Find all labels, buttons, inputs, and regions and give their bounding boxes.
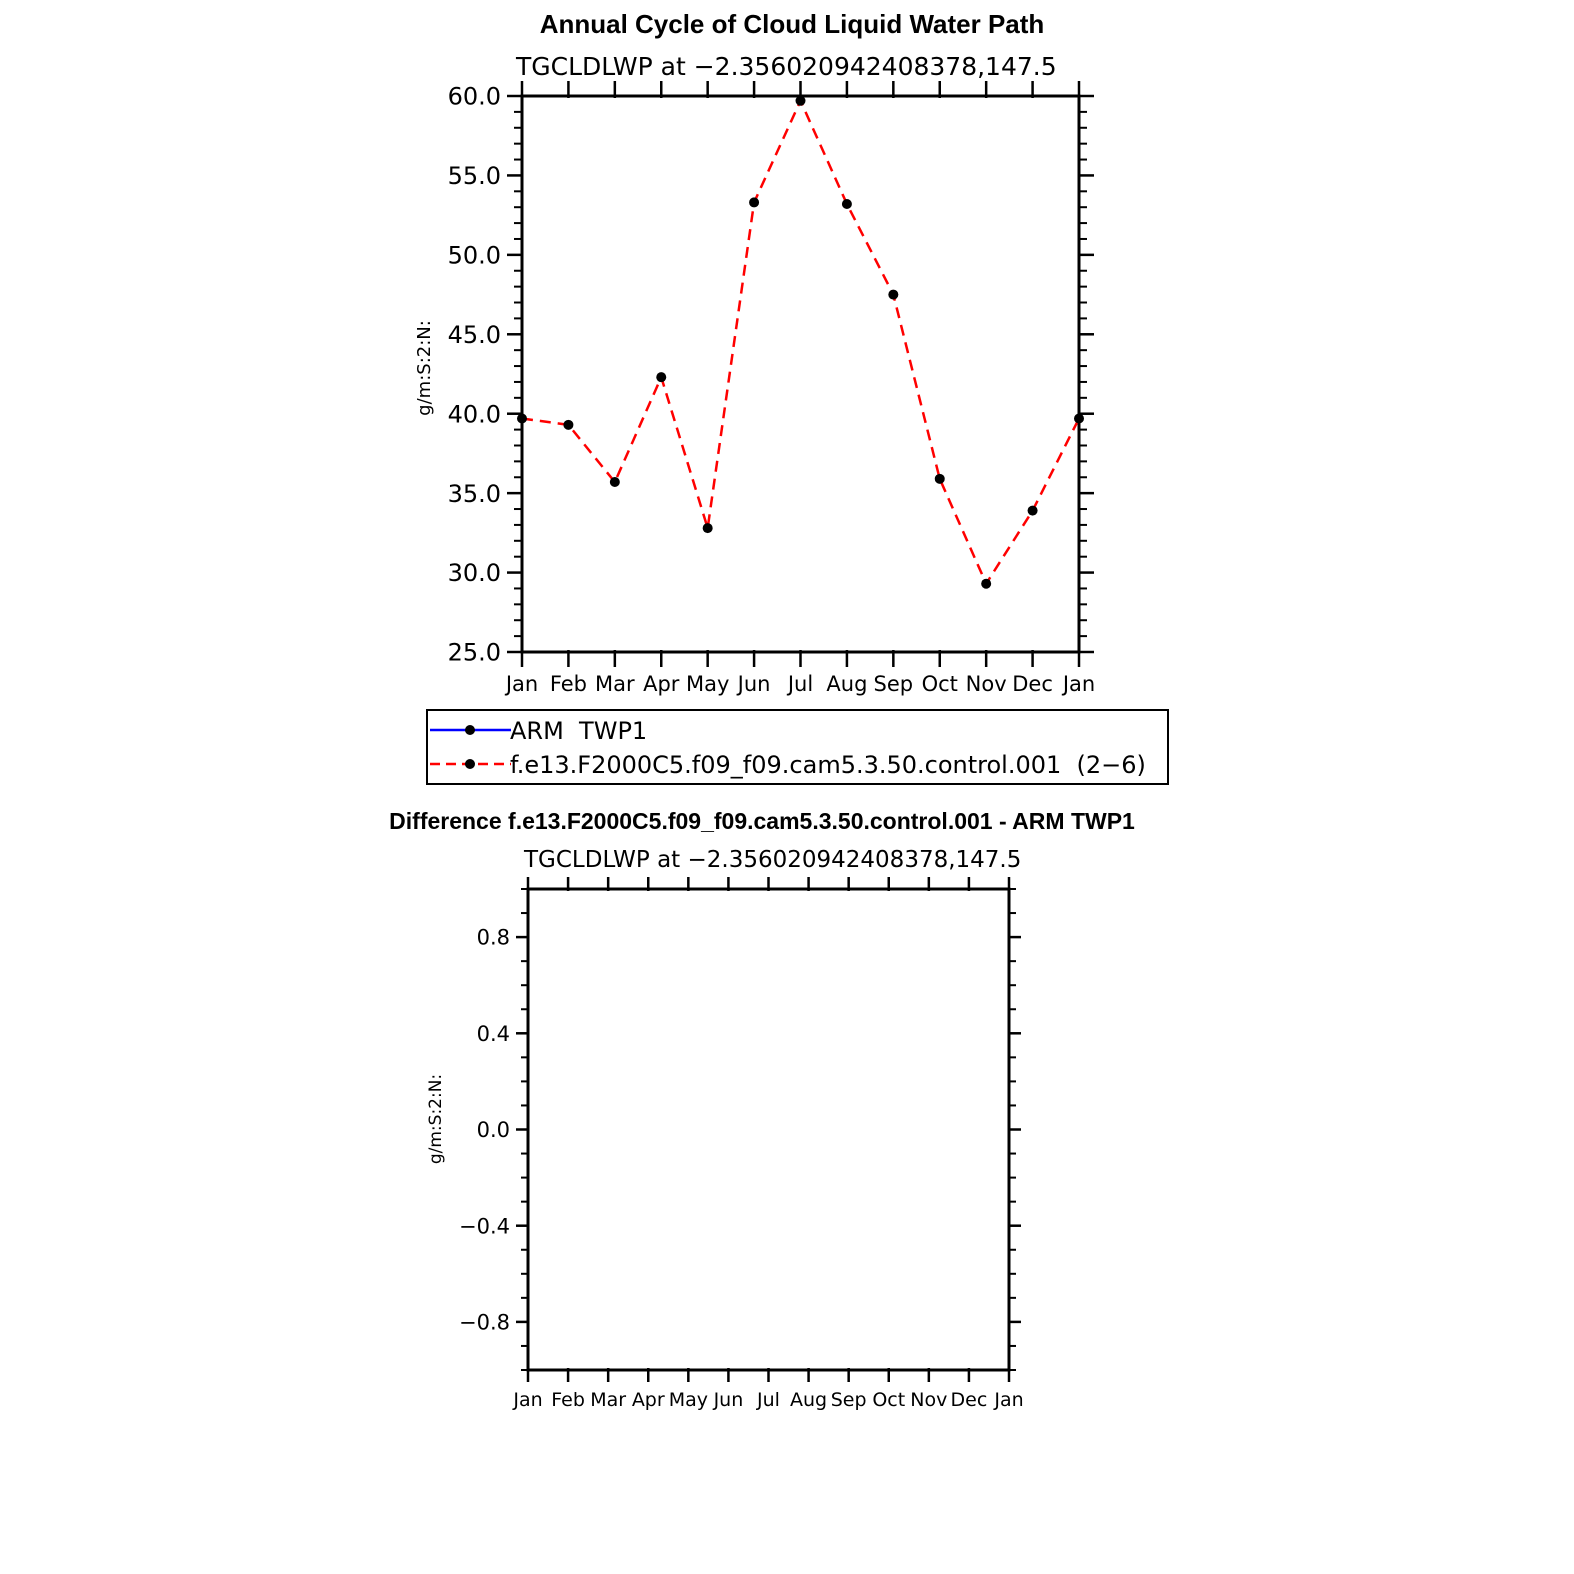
- data-point: [935, 474, 945, 484]
- legend-marker-model: [465, 759, 475, 769]
- x-tick-label: Mar: [595, 672, 635, 696]
- x-tick-label: Sep: [830, 1389, 867, 1411]
- x-tick-label: Oct: [872, 1389, 906, 1411]
- y-tick-label: 0.8: [476, 925, 510, 950]
- x-tick-label: Jul: [787, 672, 814, 696]
- chart2-plot: [459, 877, 1024, 1411]
- data-point: [517, 413, 527, 423]
- x-tick-label: Jan: [505, 672, 539, 696]
- y-tick-label: 30.0: [447, 559, 501, 588]
- series-line-1: [522, 101, 1079, 584]
- x-tick-label: Mar: [590, 1389, 627, 1411]
- legend-marker-arm: [465, 725, 475, 735]
- x-tick-label: Nov: [965, 672, 1007, 696]
- legend-label-arm: ARM TWP1: [510, 717, 648, 745]
- x-tick-label: Oct: [921, 672, 958, 696]
- data-point: [610, 477, 620, 487]
- y-tick-label: 0.4: [476, 1021, 510, 1046]
- x-tick-label: May: [685, 672, 730, 696]
- x-tick-label: Jul: [757, 1389, 780, 1411]
- y-tick-label: −0.8: [459, 1310, 510, 1335]
- data-point: [888, 290, 898, 300]
- y-tick-label: 55.0: [447, 162, 501, 191]
- y-tick-label: 60.0: [447, 82, 501, 111]
- chart2-subtitle: TGCLDLWP at −2.356020942408378,147.5: [524, 847, 1022, 873]
- y-tick-label: 40.0: [447, 400, 501, 429]
- x-tick-label: Dec: [950, 1389, 988, 1411]
- data-point: [1028, 506, 1038, 516]
- x-tick-label: Jan: [994, 1389, 1024, 1411]
- x-tick-label: Jun: [713, 1389, 744, 1411]
- x-tick-label: Aug: [790, 1389, 828, 1411]
- chart1-title: Annual Cycle of Cloud Liquid Water Path: [539, 9, 1045, 39]
- x-tick-label: Jan: [1062, 672, 1096, 696]
- y-tick-label: −0.4: [459, 1214, 510, 1239]
- data-point: [796, 96, 806, 106]
- chart1-subtitle: TGCLDLWP at −2.356020942408378,147.5: [516, 52, 1057, 81]
- x-tick-label: Aug: [826, 672, 868, 696]
- x-tick-label: Apr: [643, 672, 680, 696]
- chart2-title: Difference f.e13.F2000C5.f09_f09.cam5.3.50.control.001 - ARM TWP1: [389, 808, 1135, 834]
- x-tick-label: Feb: [551, 1389, 585, 1411]
- x-tick-label: Sep: [873, 672, 914, 696]
- data-point: [981, 579, 991, 589]
- plot-frame: [528, 889, 1009, 1370]
- chart1-ylabel: g/m:S:2:N:: [414, 320, 435, 416]
- data-point: [749, 197, 759, 207]
- y-tick-label: 35.0: [447, 479, 501, 508]
- data-point: [842, 199, 852, 209]
- data-point: [703, 523, 713, 533]
- y-tick-label: 45.0: [447, 320, 501, 349]
- y-tick-label: 25.0: [447, 638, 501, 667]
- chart1-plot: [448, 81, 1096, 696]
- data-point: [1074, 413, 1084, 423]
- y-tick-label: 50.0: [447, 241, 501, 270]
- x-tick-label: Jun: [737, 672, 771, 696]
- x-tick-label: Apr: [631, 1389, 665, 1411]
- chart2-ylabel: g/m:S:2:N:: [426, 1073, 446, 1165]
- data-point: [656, 372, 666, 382]
- x-tick-label: Feb: [549, 672, 588, 696]
- y-tick-label: 0.0: [476, 1118, 510, 1143]
- legend: [427, 710, 1168, 784]
- legend-label-model: f.e13.F2000C5.f09_f09.cam5.3.50.control.001 (2−6): [510, 751, 1146, 779]
- x-tick-label: May: [668, 1389, 708, 1411]
- x-tick-label: Dec: [1012, 672, 1053, 696]
- x-tick-label: Jan: [513, 1389, 543, 1411]
- data-point: [563, 420, 573, 430]
- x-tick-label: Nov: [910, 1389, 948, 1411]
